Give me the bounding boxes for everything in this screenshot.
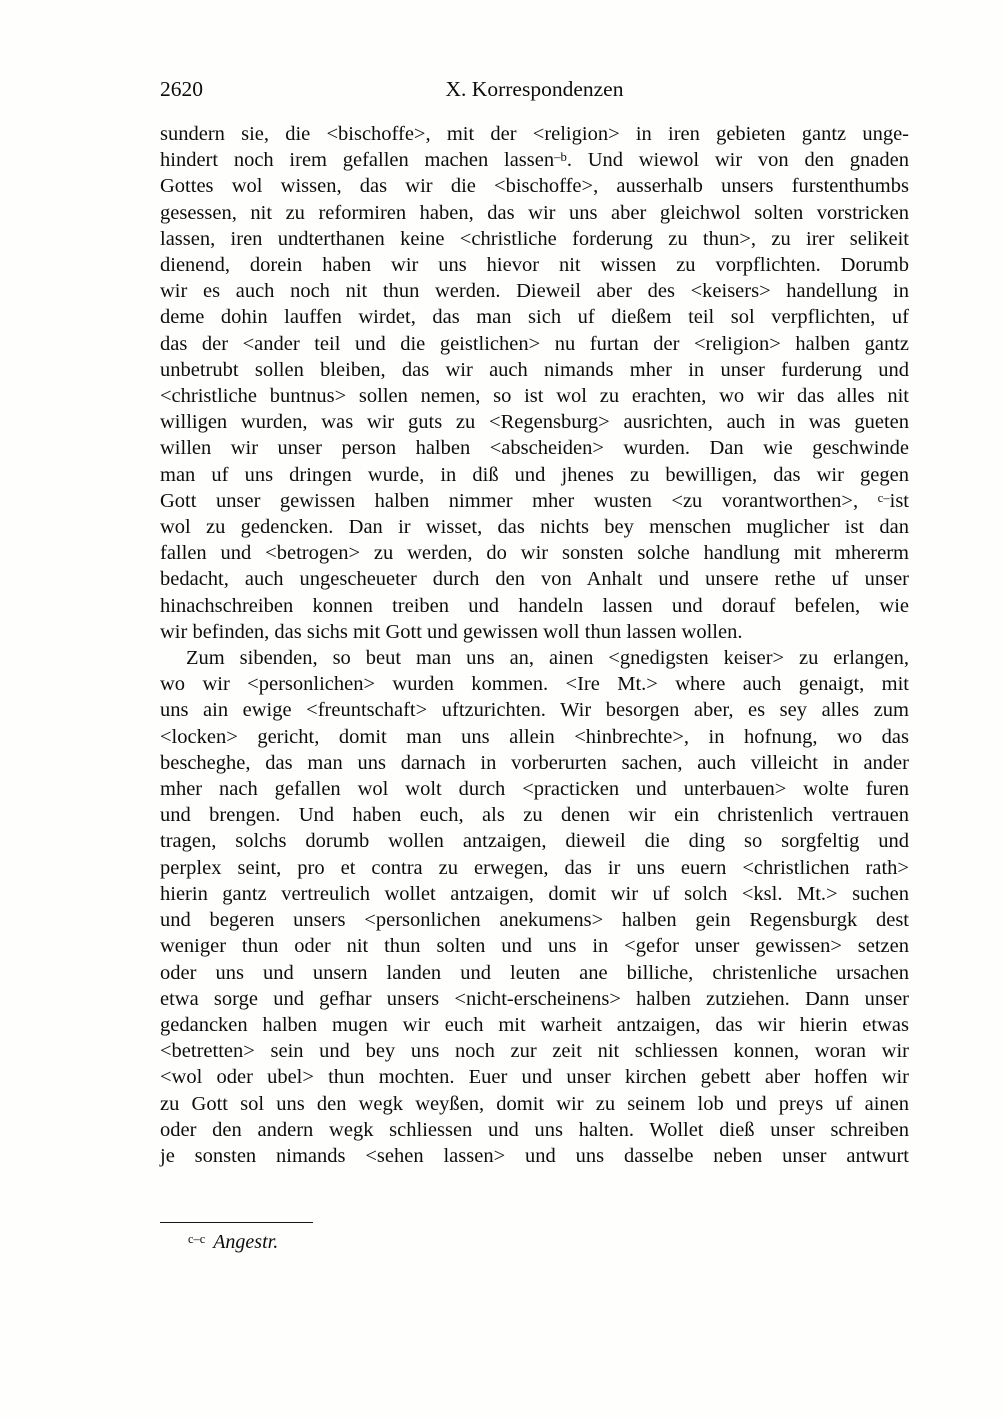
text-line: dienend, dorein haben wir uns hievor nit wissen zu vorpflichten. Dorumb [160, 254, 909, 277]
footnote-marker: c–c [188, 1231, 206, 1246]
superscript-note-marker: –b [554, 149, 567, 164]
text-line: oder den andern wegk schliessen und uns halten. Wollet dieß unser schreiben [160, 1118, 909, 1141]
text-line: man uf uns dringen wurde, in diß und jhenes zu bewilligen, das wir gegen [160, 463, 909, 486]
page-header [160, 77, 909, 104]
text-line: bescheghe, das man uns darnach in vorberurten sachen, auch villeicht in ander [160, 751, 909, 774]
text-line: perplex seint, pro et contra zu erwegen, das ir uns euern <christlichen rath> [160, 856, 909, 879]
running-title: X. Korrespondenzen [445, 77, 624, 101]
text-line: <locken> gericht, domit man uns allein <hinbrechte>, in hofnung, wo das [160, 725, 909, 748]
page-number: 2620 [160, 77, 203, 101]
text-line: zu Gott sol uns den wegk weyßen, domit wir zu seinem lob und preys uf ainen [160, 1092, 909, 1115]
text-line: hindert noch irem gefallen machen lassen$^{-b}$. Und wiewol wir von den gnaden [160, 149, 909, 172]
text-line: tragen, solchs dorumb wollen antzaigen, dieweil die ding so sorgfeltig und [160, 830, 909, 853]
body-text [160, 121, 909, 1169]
text-line: sundern sie, die <bischoffe>, mit der <religion> in iren gebieten gantz unge- [160, 123, 909, 145]
text-line: Zum sibenden, so beut man uns an, ainen <gnedigsten keiser> zu erlangen, [186, 647, 909, 670]
text-line: <wol oder ubel> thun mochten. Euer und unser kirchen gebett aber hoffen wir [160, 1066, 909, 1089]
text-line: willen wir unser person halben <abscheiden> wurden. Dan wie geschwinde [160, 437, 909, 460]
text-line: oder uns und unsern landen und leuten ane billiche, christenliche ursachen [160, 961, 909, 984]
text-line: gesessen, nit zu reformiren haben, das wir uns aber gleichwol solten vorstricken [160, 201, 909, 224]
text-line: wol zu gedencken. Dan ir wisset, das nichts bey menschen muglicher ist dan [160, 516, 909, 539]
text-line: Gott unser gewissen halben nimmer mher wusten <zu vorantworthen>, $^{c-}$ist [160, 489, 909, 512]
footnote-text: Angestr. [213, 1231, 279, 1253]
text-line: <betretten> sein und bey uns noch zur zeit nit schliessen konnen, woran wir [160, 1040, 909, 1063]
text-line: weniger thun oder nit thun solten und uns in <gefor unser gewissen> setzen [160, 935, 909, 958]
text-line: und begeren unsers <personlichen anekumens> halben gein Regensburgk dest [160, 909, 909, 932]
text-line: uns ain ewige <freuntschaft> uftzurichten. Wir besorgen aber, es sey alles zum [160, 699, 909, 722]
text-line: etwa sorge und gefhar unsers <nicht-erscheinens> halben zutziehen. Dann unser [160, 987, 909, 1010]
text-line: wo wir <personlichen> wurden kommen. <Ire Mt.> where auch genaigt, mit [160, 673, 909, 696]
text-line: wir befinden, das sichs mit Gott und gewissen woll thun lassen wollen. [160, 620, 743, 643]
text-line: wir es auch noch nit thun werden. Dieweil aber des <keisers> handellung in [160, 280, 909, 303]
text-line: deme dohin lauffen wirdet, das man sich uf dießem teil sol verpflichten, uf [160, 306, 909, 329]
text-line: das der <ander teil und die geistlichen> nu furtan der <religion> halben gantz [160, 332, 909, 355]
text-line: willigen wurden, was wir guts zu <Regensburg> ausrichten, auch in was gueten [160, 411, 909, 434]
footnote-separator [160, 1222, 313, 1223]
text-line: <christliche buntnus> sollen nemen, so ist wol zu erachten, wo wir das alles nit [160, 385, 909, 408]
text-line: mher nach gefallen wol wolt durch <practicken und unterbauen> wolte furen [160, 778, 909, 801]
text-line: je sonsten nimands <sehen lassen> und uns dasselbe neben unser antwurt [160, 1144, 909, 1167]
text-line: Gottes wol wissen, das wir die <bischoffe>, ausserhalb unsers furstenthumbs [160, 175, 909, 198]
footnote [160, 1229, 909, 1255]
text-line: bedacht, auch ungescheueter durch den von Anhalt und unsere rethe uf unser [160, 568, 909, 591]
text-line: lassen, iren undterthanen keine <christliche forderung zu thun>, zu irer selikeit [160, 227, 909, 250]
text-line: unbetrubt sollen bleiben, das wir auch nimands mher in unser furderung und [160, 358, 909, 381]
text-line: hinachschreiben konnen treiben und handeln lassen und dorauf befelen, wie [160, 594, 909, 617]
superscript-note-marker: c– [877, 490, 890, 505]
text-line: fallen und <betrogen> zu werden, do wir sonsten solche handlung mit mhererm [160, 542, 909, 565]
text-line: und brengen. Und haben euch, als zu denen wir ein christenlich vertrauen [160, 804, 909, 827]
text-line: gedancken halben mugen wir euch mit warheit antzaigen, das wir hierin etwas [160, 1013, 909, 1036]
text-line: hierin gantz vertreulich wollet antzaigen, domit wir uf solch <ksl. Mt.> suchen [160, 882, 909, 905]
